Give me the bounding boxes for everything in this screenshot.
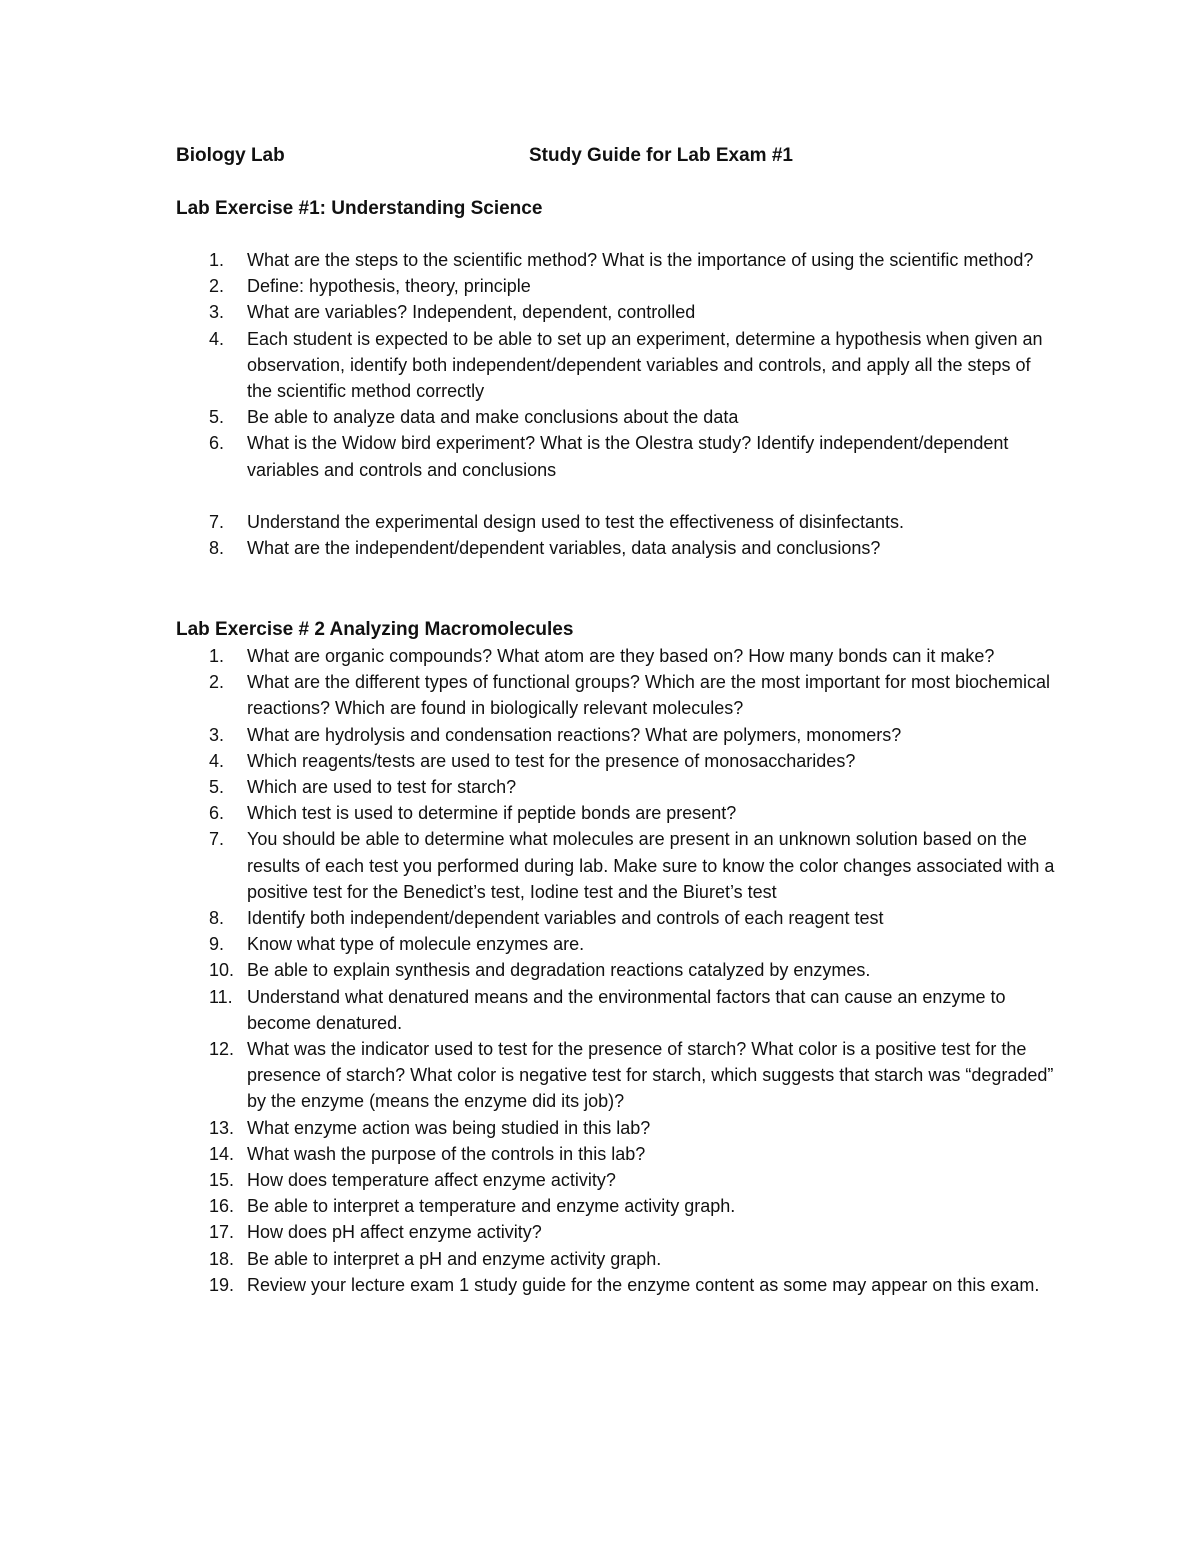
list-item	[176, 774, 1056, 800]
question-list-lab-exercise-2	[176, 643, 1056, 1298]
item-number: 1.	[209, 250, 225, 270]
item-number: 19.	[209, 1274, 235, 1295]
item-text: Understand the experimental design used to test the effectiveness of disinfectants.	[247, 511, 905, 532]
item-number: 18.	[209, 1248, 235, 1269]
list-item	[176, 247, 1056, 273]
item-text: Which are used to test for starch?	[247, 777, 517, 798]
item-number: 5.	[209, 407, 225, 428]
list-item	[176, 535, 1056, 561]
item-number: 6.	[209, 803, 225, 824]
list-item	[176, 800, 1056, 826]
list-item	[176, 273, 1056, 299]
list-item	[176, 1272, 1056, 1298]
item-text: What are the steps to the scientific method? What is the importance of using the scientific method?	[247, 250, 1034, 270]
list-item	[176, 984, 1056, 1036]
list-item	[176, 826, 1056, 905]
item-number: 12.	[209, 1039, 235, 1060]
item-number: 16.	[209, 1196, 235, 1217]
item-text: How does temperature affect enzyme activity?	[247, 1170, 616, 1191]
item-text: Be able to explain synthesis and degradation reactions catalyzed by enzymes.	[247, 960, 871, 981]
item-number: 7.	[209, 511, 225, 532]
item-number: 6.	[209, 433, 225, 454]
course-title: Biology Lab	[176, 145, 285, 166]
question-list-lab-exercise-1	[176, 247, 1056, 561]
list-item	[176, 1141, 1056, 1167]
section-title-lab-exercise-2: Lab Exercise # 2 Analyzing Macromolecules	[176, 619, 574, 640]
item-text: What are hydrolysis and condensation reactions? What are polymers, monomers?	[247, 724, 902, 745]
list-item	[176, 722, 1056, 748]
item-text: What was the indicator used to test for the presence of starch? What color is a positive test for the presence of starch? What color is negative test for starch, which suggests that starch was “degraded” by the enzyme (means the enzyme did its job)?	[247, 1039, 1054, 1112]
document-header	[176, 142, 1056, 170]
item-text: What are variables? Independent, dependent, controlled	[247, 302, 696, 323]
item-number: 14.	[209, 1143, 235, 1164]
item-number: 13.	[209, 1117, 235, 1138]
list-item	[176, 404, 1056, 430]
item-text: What wash the purpose of the controls in this lab?	[247, 1143, 646, 1164]
list-item	[176, 1036, 1056, 1115]
item-text: Review your lecture exam 1 study guide for the enzyme content as some may appear on this exam.	[247, 1274, 1040, 1295]
item-number: 5.	[209, 777, 225, 798]
list-item	[176, 669, 1056, 721]
list-item	[176, 299, 1056, 325]
item-number: 11.	[209, 986, 233, 1007]
item-number: 1.	[209, 646, 225, 666]
item-number: 15.	[209, 1170, 235, 1191]
item-text: Each student is expected to be able to set up an experiment, determine a hypothesis when given an observation, identify both independent/dependent variables and controls, and apply all the steps of the scientific method correctly	[247, 328, 1043, 402]
item-number: 8.	[209, 538, 225, 559]
item-number: 4.	[209, 328, 225, 349]
item-text: What are organic compounds? What atom are they based on? How many bonds can it make?	[247, 646, 995, 666]
item-number: 10.	[209, 960, 235, 981]
item-text: Be able to interpret a pH and enzyme activity graph.	[247, 1248, 662, 1269]
list-item	[176, 748, 1056, 774]
list-item	[176, 1115, 1056, 1141]
item-text: What is the Widow bird experiment? What is the Olestra study? Identify independent/dependent variables and controls and conclusions	[247, 433, 1009, 480]
list-item	[176, 957, 1056, 983]
item-text: Identify both independent/dependent variables and controls of each reagent test	[247, 908, 884, 929]
list-item	[176, 1219, 1056, 1245]
item-number: 9.	[209, 934, 225, 955]
document-title: Study Guide for Lab Exam #1	[529, 145, 793, 166]
item-text: What are the independent/dependent variables, data analysis and conclusions?	[247, 538, 881, 559]
item-text: How does pH affect enzyme activity?	[247, 1222, 542, 1243]
item-text: What enzyme action was being studied in this lab?	[247, 1117, 651, 1138]
list-item	[176, 905, 1056, 931]
list-item	[176, 326, 1056, 405]
list-item	[176, 1167, 1056, 1193]
item-number: 8.	[209, 908, 225, 929]
item-text: What are the different types of functional groups? Which are the most important for most biochemical reactions? Which are found in biologically relevant molecules?	[247, 672, 1051, 719]
item-text: Be able to analyze data and make conclusions about the data	[247, 407, 739, 428]
item-text: Which reagents/tests are used to test for the presence of monosaccharides?	[247, 750, 856, 771]
list-item	[176, 430, 1056, 482]
item-number: 4.	[209, 750, 225, 771]
item-number: 2.	[209, 672, 225, 693]
item-text: Define: hypothesis, theory, principle	[247, 276, 531, 297]
item-text: You should be able to determine what molecules are present in an unknown solution based on the results of each test you performed during lab. Make sure to know the color changes associated with a positive test for the Benedict’s test, Iodine test and the Biuret’s test	[247, 829, 1055, 902]
item-text: Be able to interpret a temperature and enzyme activity graph.	[247, 1196, 736, 1217]
item-number: 7.	[209, 829, 225, 850]
list-item	[176, 509, 1056, 535]
section-title-lab-exercise-1: Lab Exercise #1: Understanding Science	[176, 198, 543, 219]
list-item	[176, 1193, 1056, 1219]
item-text: Know what type of molecule enzymes are.	[247, 934, 585, 955]
item-number: 2.	[209, 276, 225, 297]
item-text: Understand what denatured means and the environmental factors that can cause an enzyme to become denatured.	[247, 986, 1006, 1033]
item-number: 3.	[209, 302, 225, 323]
item-number: 3.	[209, 724, 225, 745]
list-item	[176, 931, 1056, 957]
item-text: Which test is used to determine if peptide bonds are present?	[247, 803, 737, 824]
list-item	[176, 1246, 1056, 1272]
list-item	[176, 643, 1056, 669]
item-number: 17.	[209, 1222, 235, 1243]
